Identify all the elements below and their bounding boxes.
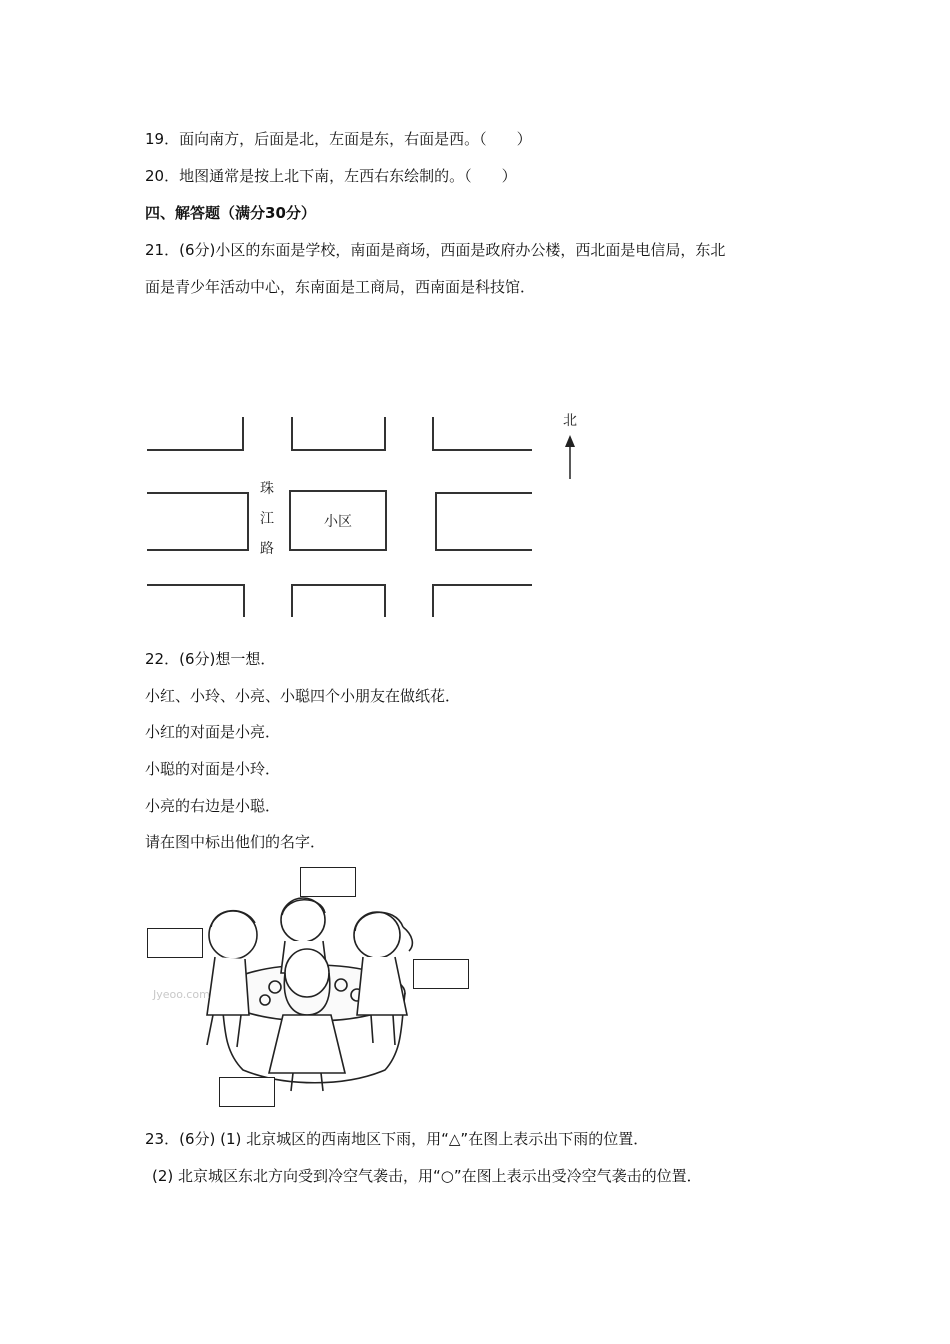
road-char-2: 江	[260, 511, 274, 527]
question-22-line-3: 小聪的对面是小玲．	[145, 760, 281, 778]
question-22-line-1: 小红、小玲、小亮、小聪四个小朋友在做纸花．	[145, 687, 461, 705]
child-front-dress	[269, 1015, 345, 1073]
map-block-top-left	[147, 417, 243, 450]
answer-box-left[interactable]	[147, 928, 203, 958]
map-block-top-right	[433, 417, 532, 450]
question-23-line-2: (2) 北京城区东北方向受到冷空气袭击，用“○”在图上表示出受冷空气袭击的位置．	[152, 1167, 702, 1185]
map-block-bottom-left	[147, 585, 244, 617]
answer-box-bottom[interactable]	[219, 1077, 275, 1107]
child-left-body	[207, 957, 249, 1015]
map-block-top-center	[292, 417, 385, 450]
child-right-legs	[371, 1015, 395, 1045]
child-back-head	[281, 898, 325, 942]
question-21-line-1: 21．(6分)小区的东面是学校，南面是商场，西面是政府办公楼，西北面是电信局，东北	[145, 241, 726, 259]
section-heading: 四、解答题（满分30分）	[145, 204, 316, 222]
question-22-line-4: 小亮的右边是小聪．	[145, 797, 281, 815]
north-arrow-icon	[565, 435, 575, 447]
child-front-head	[285, 949, 329, 997]
community-label: 小区	[324, 514, 352, 530]
watermark: Jyeoo.com	[153, 988, 210, 1001]
map-block-middle-left	[147, 493, 248, 550]
question-22-line-2: 小红的对面是小亮．	[145, 723, 281, 741]
answer-box-top[interactable]	[300, 867, 356, 897]
neighborhood-map	[140, 405, 585, 620]
question-20: 20．地图通常是按上北下南，左西右东绘制的。（ ）	[145, 167, 517, 185]
road-char-1: 珠	[260, 481, 274, 497]
road-char-3: 路	[260, 541, 274, 557]
question-19: 19．面向南方，后面是北，左面是东，右面是西。（ ）	[145, 130, 532, 148]
question-22-title: 22．(6分)想一想．	[145, 650, 276, 668]
question-22-line-5: 请在图中标出他们的名字．	[145, 833, 326, 851]
map-block-bottom-right	[433, 585, 532, 617]
child-right-body	[357, 957, 407, 1015]
map-block-middle-right	[436, 493, 532, 550]
question-21-line-2: 面是青少年活动中心，东南面是工商局，西南面是科技馆．	[145, 278, 536, 296]
question-23-line-1: 23．(6分) (1) 北京城区的西南地区下雨，用“△”在图上表示出下雨的位置．	[145, 1130, 649, 1148]
map-block-bottom-center	[292, 585, 385, 617]
answer-box-right[interactable]	[413, 959, 469, 989]
north-label: 北	[563, 413, 577, 429]
